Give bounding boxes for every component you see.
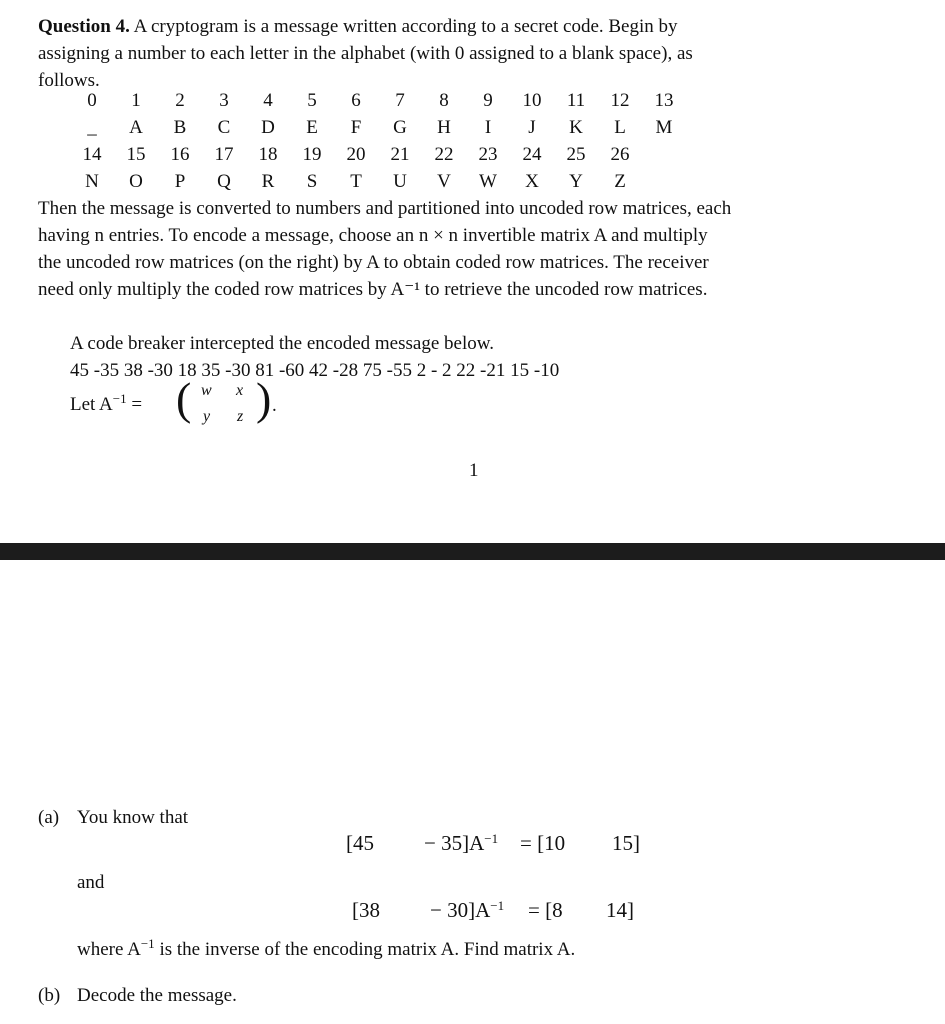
alphabet-number: 16 bbox=[170, 144, 190, 165]
eq2-mid-text: − 30]A bbox=[430, 898, 491, 922]
alphabet-number: 12 bbox=[610, 90, 630, 111]
eq2-last: 14] bbox=[606, 898, 634, 922]
let-label-text: Let A bbox=[70, 394, 113, 415]
eq2-left: [38 bbox=[352, 898, 380, 922]
alphabet-letter: B bbox=[173, 117, 187, 138]
matrix-y: y bbox=[203, 408, 211, 425]
alphabet-letter: W bbox=[479, 171, 497, 192]
alphabet-number: 14 bbox=[82, 144, 102, 165]
explanation-line2: having n entries. To encode a message, choose an n × n invertible matrix A and multiply bbox=[38, 225, 708, 246]
alphabet-number: 18 bbox=[258, 144, 278, 165]
eq2-mid bbox=[430, 898, 504, 923]
explanation-line4: need only multiply the coded row matrices by A⁻¹ to retrieve the uncoded row matrices. bbox=[38, 279, 708, 300]
matrix-left-paren: ( bbox=[176, 373, 192, 424]
alphabet-number: 9 bbox=[483, 90, 493, 111]
alphabet-number: 21 bbox=[390, 144, 410, 165]
alphabet-letter: H bbox=[437, 117, 451, 138]
alphabet-letter: M bbox=[655, 117, 673, 138]
alphabet-number: 15 bbox=[126, 144, 146, 165]
alphabet-number: 13 bbox=[654, 90, 674, 111]
alphabet-letter: O bbox=[129, 171, 143, 192]
matrix-x: x bbox=[236, 382, 244, 399]
matrix-right-paren: ) bbox=[256, 373, 272, 424]
alphabet-number: 24 bbox=[522, 144, 542, 165]
question-intro-line2: assigning a number to each letter in the alphabet (with 0 assigned to a blank space), as bbox=[38, 43, 693, 64]
alphabet-number: 25 bbox=[566, 144, 586, 165]
part-a-text: You know that bbox=[77, 807, 189, 828]
alphabet-letter: P bbox=[174, 171, 186, 192]
alphabet-letter: L bbox=[614, 117, 626, 138]
alphabet-number: 17 bbox=[214, 144, 234, 165]
where-post: is the inverse of the encoding matrix A. Find matrix A. bbox=[154, 939, 576, 960]
alphabet-letter: N bbox=[85, 171, 99, 192]
alphabet-number: 6 bbox=[351, 90, 361, 111]
alphabet-letter: F bbox=[350, 117, 362, 138]
eq2-right: = [8 bbox=[528, 898, 563, 922]
alphabet-letter: Z bbox=[614, 171, 626, 192]
alphabet-number: 10 bbox=[522, 90, 542, 111]
eq1-right: = [10 bbox=[520, 831, 566, 855]
alphabet-letter: C bbox=[217, 117, 231, 138]
alphabet-letter: X bbox=[525, 171, 539, 192]
alphabet-letter: K bbox=[569, 117, 583, 138]
alphabet-number: 3 bbox=[219, 90, 229, 111]
alphabet-number: 23 bbox=[478, 144, 498, 165]
alphabet-number: 22 bbox=[434, 144, 454, 165]
eq1-mid bbox=[424, 831, 498, 856]
question-intro-line1 bbox=[38, 13, 678, 40]
matrix-z: z bbox=[237, 408, 244, 425]
alphabet-number: 11 bbox=[566, 90, 586, 111]
page-number: 1 bbox=[469, 460, 479, 481]
alphabet-letter: E bbox=[306, 117, 318, 138]
question-intro-text: A cryptogram is a message written according to a secret code. Begin by bbox=[133, 16, 678, 37]
alphabet-letter: I bbox=[484, 117, 492, 138]
let-equals: = bbox=[131, 394, 143, 415]
alphabet-number: 20 bbox=[346, 144, 366, 165]
alphabet-letter: Q bbox=[217, 171, 231, 192]
matrix-w: w bbox=[201, 382, 212, 399]
eq1-last: 15] bbox=[612, 831, 640, 855]
alphabet-letter: A bbox=[129, 117, 143, 138]
alphabet-letter: G bbox=[393, 117, 407, 138]
part-b-label: (b) bbox=[38, 985, 61, 1006]
let-inverse-label bbox=[70, 391, 142, 418]
eq1-sup: −1 bbox=[484, 831, 499, 846]
question-intro-line3: follows. bbox=[38, 70, 100, 91]
alphabet-number: 4 bbox=[263, 90, 273, 111]
part-a-label: (a) bbox=[38, 807, 60, 828]
alphabet-number: 5 bbox=[307, 90, 317, 111]
alphabet-letter: R bbox=[261, 171, 275, 192]
alphabet-number: 1 bbox=[131, 90, 141, 111]
alphabet-letter: J bbox=[528, 117, 536, 138]
where-sup: −1 bbox=[140, 936, 155, 951]
alphabet-number: 2 bbox=[175, 90, 185, 111]
alphabet-letter: D bbox=[261, 117, 275, 138]
alphabet-number: 19 bbox=[302, 144, 322, 165]
alphabet-number: 7 bbox=[395, 90, 405, 111]
eq2-sup: −1 bbox=[490, 898, 505, 913]
where-pre: where A bbox=[77, 939, 141, 960]
alphabet-letter: S bbox=[306, 171, 318, 192]
let-label-sup: −1 bbox=[112, 391, 127, 406]
where-line bbox=[77, 936, 575, 963]
alphabet-letter: _ bbox=[87, 117, 97, 138]
eq1-mid-text: − 35]A bbox=[424, 831, 485, 855]
alphabet-letter: T bbox=[350, 171, 362, 192]
alphabet-letter: V bbox=[437, 171, 451, 192]
alphabet-letter: Y bbox=[569, 171, 583, 192]
question-label: Question 4. bbox=[38, 16, 130, 37]
page-break-divider bbox=[0, 543, 945, 560]
eq1-left: [45 bbox=[346, 831, 374, 855]
matrix-period: . bbox=[272, 395, 277, 416]
part-b-text: Decode the message. bbox=[77, 985, 237, 1006]
alphabet-number: 26 bbox=[610, 144, 630, 165]
intercept-line: A code breaker intercepted the encoded message below. bbox=[70, 333, 494, 354]
alphabet-number: 8 bbox=[439, 90, 449, 111]
encoded-message: 45 -35 38 -30 18 35 -30 81 -60 42 -28 75 -55 2 - 2 22 -21 15 -10 bbox=[70, 360, 560, 381]
explanation-line3: the uncoded row matrices (on the right) by A to obtain coded row matrices. The receiver bbox=[38, 252, 709, 273]
alphabet-letter: U bbox=[393, 171, 407, 192]
explanation-line1: Then the message is converted to numbers and partitioned into uncoded row matrices, each bbox=[38, 198, 732, 219]
alphabet-number: 0 bbox=[87, 90, 97, 111]
and-text: and bbox=[77, 872, 105, 893]
